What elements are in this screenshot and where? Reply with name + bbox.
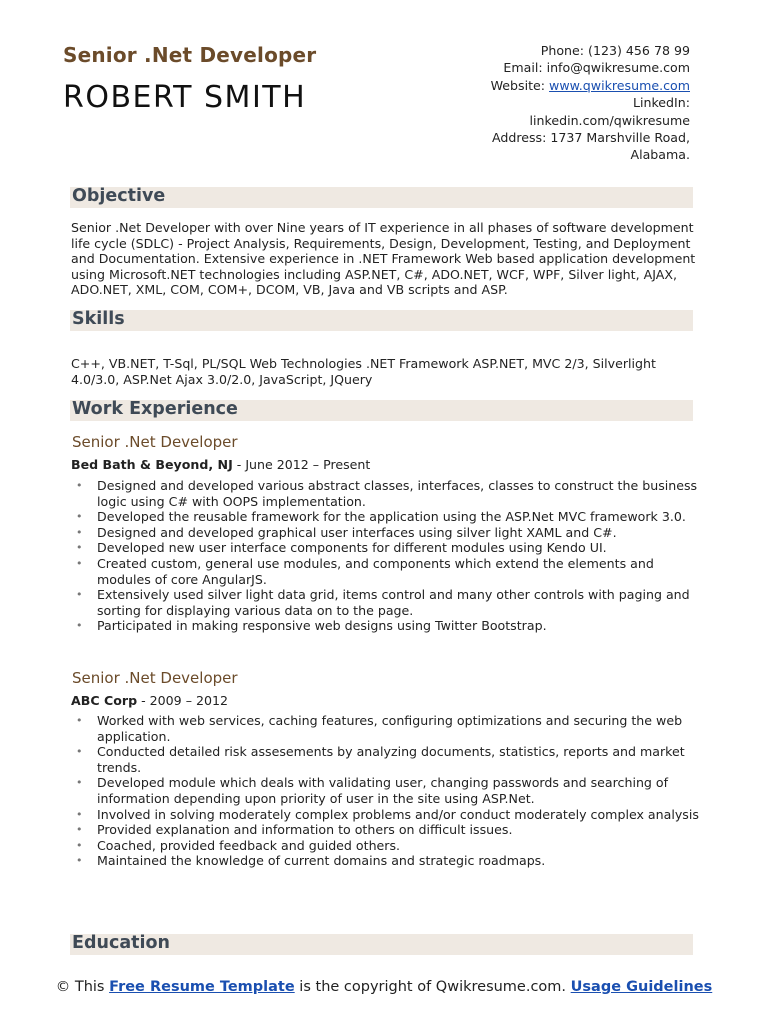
job-company: ABC Corp <box>71 693 138 708</box>
usage-guidelines-link[interactable]: Usage Guidelines <box>570 979 713 995</box>
contact-phone: Phone: (123) 456 78 99 <box>540 43 690 58</box>
job-company-line <box>71 457 370 472</box>
list-item: • Worked with web services, caching features, configuring optimizations and securing the web application. <box>71 713 701 744</box>
list-item: • Coached, provided feedback and guided others. <box>71 838 701 854</box>
list-item: • Provided explanation and information to others on difficult issues. <box>71 822 701 838</box>
skills-text: C++, VB.NET, T-Sql, PL/SQL Web Technologies .NET Framework ASP.NET, MVC 2/3, Silverlight 4.0/3.0, ASP.Net Ajax 3.0/2.0, JavaScript, JQuery <box>71 356 656 387</box>
list-item: • Developed the reusable framework for the application using the ASP.Net MVC framework 3.0. <box>71 509 701 525</box>
list-item: • Created custom, general use modules, and components which extend the elements and modules of core AngularJS. <box>71 556 701 587</box>
list-item: • Participated in making responsive web designs using Twitter Bootstrap. <box>71 618 701 634</box>
job-role: Senior .Net Developer <box>72 433 238 451</box>
candidate-name: ROBERT SMITH <box>63 80 307 115</box>
list-item: • Designed and developed various abstract classes, interfaces, classes to construct the business logic using C# with OOPS implementation. <box>71 478 701 509</box>
job-bullets <box>71 478 701 634</box>
objective-text: Senior .Net Developer with over Nine years of IT experience in all phases of software development life cycle (SDLC) - Project Analysis, Requirements, Design, Development, Testing, and Deployment and Documentation. Extensive experience in .NET Framework Web based application development using Microsoft.NET technologies including ASP.NET, C#, ADO.NET, WCF, WPF, Silver light, AJAX, ADO.NET, XML, COM, COM+, DCOM, VB, Java and VB scripts and ASP. <box>71 220 696 298</box>
list-item: • Involved in solving moderately complex problems and/or conduct moderately complex analysis <box>71 807 701 823</box>
list-item: • Maintained the knowledge of current domains and strategic roadmaps. <box>71 853 701 869</box>
job-dates: - June 2012 – Present <box>232 457 371 472</box>
contact-email: Email: info@qwikresume.com <box>503 60 690 76</box>
website-link[interactable]: www.qwikresume.com <box>549 77 690 93</box>
list-item: • Extensively used silver light data grid, items control and many other controls with paging and sorting for displaying various data on to the page. <box>71 587 701 618</box>
contact-linkedin-value: linkedin.com/qwikresume <box>529 112 690 128</box>
list-item: • Designed and developed graphical user interfaces using silver light XAML and C#. <box>71 525 701 541</box>
list-item: • Developed new user interface components for different modules using Kendo UI. <box>71 540 701 556</box>
resume-job-title: Senior .Net Developer <box>63 43 317 67</box>
objective-heading: Objective <box>72 186 166 206</box>
contact-website <box>430 77 690 94</box>
contact-block <box>430 42 690 164</box>
copyright-footer <box>0 979 768 996</box>
job-dates: - 2009 – 2012 <box>137 693 229 708</box>
job-company-line <box>71 693 228 708</box>
education-heading: Education <box>72 933 170 953</box>
job-bullets <box>71 713 701 869</box>
skills-heading: Skills <box>72 309 125 329</box>
list-item: • Conducted detailed risk assesements by analyzing documents, statistics, reports and market trends. <box>71 744 701 775</box>
job-company: Bed Bath & Beyond, NJ <box>71 457 233 472</box>
free-resume-template-link[interactable]: Free Resume Template <box>109 979 295 995</box>
contact-address-line2: Alabama. <box>630 147 690 163</box>
footer-prefix: © This <box>55 979 110 995</box>
list-item: • Developed module which deals with validating user, changing passwords and searching of information depending upon priority of user in the site using ASP.Net. <box>71 775 701 806</box>
contact-address-line1: Address: 1737 Marshville Road, <box>491 130 690 146</box>
website-label: Website: <box>490 77 550 93</box>
skills-section-bar <box>70 310 693 331</box>
contact-linkedin-label: LinkedIn: <box>632 95 690 111</box>
job-role: Senior .Net Developer <box>72 669 238 687</box>
experience-heading: Work Experience <box>72 399 238 419</box>
footer-middle: is the copyright of Qwikresume.com. <box>294 979 571 995</box>
